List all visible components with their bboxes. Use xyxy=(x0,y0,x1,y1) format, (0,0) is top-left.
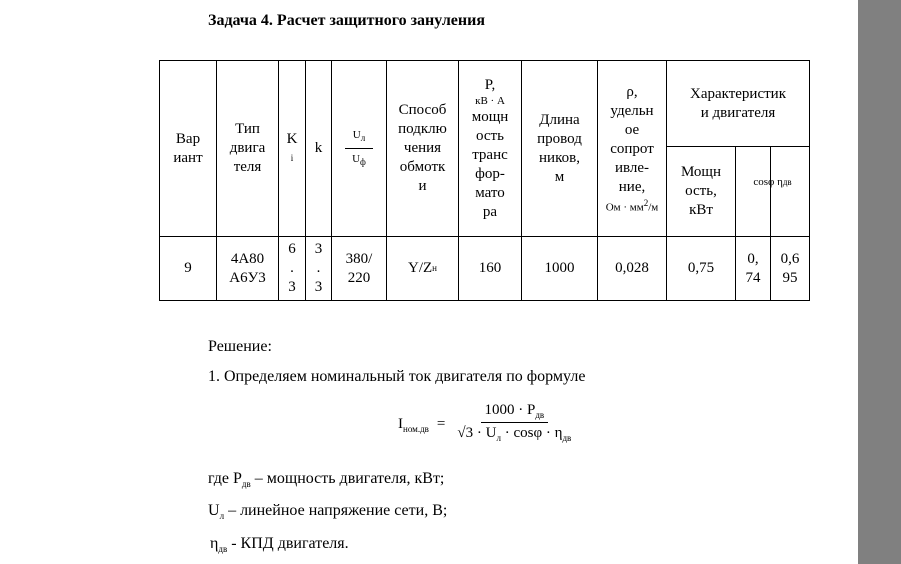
header-variant-line: иант xyxy=(173,149,203,166)
header-line: ра xyxy=(482,203,498,220)
formula-num-sub: дв xyxy=(535,410,545,420)
cell-resistivity xyxy=(598,237,666,300)
formula-num-text: 1000 · P xyxy=(484,402,536,418)
header-line: Способ xyxy=(398,102,447,118)
cell-text: 3 xyxy=(314,241,323,257)
def-sub: дв xyxy=(218,544,228,555)
header-uf-sub: ф xyxy=(360,156,366,167)
formula-den-text: · U xyxy=(473,425,497,441)
cell-variant xyxy=(160,237,216,300)
header-line: Тип xyxy=(235,121,260,137)
header-eta-sub: дв xyxy=(782,176,792,187)
cell-text: 6 xyxy=(288,241,296,257)
header-line: P, xyxy=(484,76,496,93)
header-wire-length xyxy=(522,61,597,236)
cell-motor-type xyxy=(217,237,278,300)
header-line: Длина xyxy=(539,111,580,128)
header-voltage-ratio xyxy=(332,61,386,236)
cell-text: 0,75 xyxy=(687,260,715,276)
cell-text: 9 xyxy=(184,260,192,276)
header-unit: Ом · мм xyxy=(605,201,644,214)
header-power xyxy=(459,61,521,236)
header-line: k xyxy=(314,140,323,156)
cell-text: 0,6 xyxy=(780,250,800,267)
definition-power xyxy=(208,470,444,489)
formula-lhs: I xyxy=(398,415,403,432)
header-line: ние, xyxy=(618,178,646,195)
header-eta: η xyxy=(777,175,783,188)
header-line: кВт xyxy=(689,202,713,218)
header-cos: cosφ xyxy=(753,175,775,188)
cell-text: 4А80 xyxy=(230,250,265,267)
def-text: – линейное напряжение сети, В; xyxy=(224,502,448,519)
def-text: – мощность двигателя, кВт; xyxy=(250,470,445,487)
header-line: теля xyxy=(233,159,262,175)
header-line: обмотк xyxy=(399,159,446,175)
definition-voltage xyxy=(208,502,447,521)
formula-denominator xyxy=(453,423,575,443)
cell-text: 74 xyxy=(745,269,761,286)
header-k xyxy=(306,61,331,236)
header-motor-power xyxy=(667,147,735,236)
header-ki xyxy=(279,61,305,236)
cell-text: Y/Z xyxy=(408,260,433,276)
header-line: транс xyxy=(472,146,508,163)
header-line: K xyxy=(286,130,298,147)
cell-cos xyxy=(736,237,770,300)
header-uf: U xyxy=(352,152,361,165)
header-motor-type xyxy=(217,61,278,236)
header-cos-eta xyxy=(736,147,809,217)
cell-text: 0,028 xyxy=(615,260,649,276)
def-text: U xyxy=(208,502,220,519)
header-line: и xyxy=(418,178,427,194)
definition-efficiency xyxy=(210,535,349,554)
page-title: Задача 4. Расчет защитного зануления xyxy=(208,12,485,29)
cell-text: 220 xyxy=(347,269,371,286)
header-line: мато xyxy=(475,184,505,201)
cell-text: 380/ xyxy=(345,250,373,267)
header-line: ивле- xyxy=(614,159,650,176)
header-line: ость xyxy=(476,127,504,144)
header-unit-sup: 2 xyxy=(643,197,649,208)
cell-text: 3 xyxy=(288,279,296,295)
header-variant-line: Вар xyxy=(175,130,201,147)
def-text: η xyxy=(210,535,219,552)
header-line: мощн xyxy=(471,108,509,125)
cell-ki xyxy=(279,237,305,300)
cell-motor-power xyxy=(667,237,735,300)
header-ul: U xyxy=(352,129,361,142)
formula-equals: = xyxy=(436,416,446,432)
formula-den-sub: л xyxy=(496,433,501,443)
cell-wire-length xyxy=(522,237,597,300)
cell-text: А6У3 xyxy=(229,269,266,286)
header-line: ое xyxy=(624,121,640,138)
cell-text: . xyxy=(290,260,294,276)
header-resistivity xyxy=(598,61,666,236)
header-line: и двигателя xyxy=(700,104,776,121)
cell-k xyxy=(306,237,331,300)
header-line: фор- xyxy=(475,165,505,182)
cell-text: 95 xyxy=(782,269,798,286)
cell-text: 1000 xyxy=(544,260,575,276)
cell-power xyxy=(459,237,521,300)
header-line: ость, xyxy=(685,183,717,199)
header-variant xyxy=(160,61,216,236)
header-line: Характеристик xyxy=(689,85,786,102)
header-line: Мощн xyxy=(680,164,722,180)
header-line: удельн xyxy=(610,102,654,119)
formula-den-text: · cosφ · η xyxy=(500,425,563,441)
cell-text: 3 xyxy=(314,279,323,295)
header-sub: i xyxy=(290,152,294,163)
formula-lhs-sub: ном.дв xyxy=(403,423,429,434)
header-unit-tail: /м xyxy=(648,201,659,214)
header-line: двига xyxy=(229,140,266,156)
header-line: м xyxy=(554,168,565,185)
header-line: кВ · А xyxy=(475,94,505,107)
cell-connection xyxy=(387,237,458,300)
cell-sub: н xyxy=(432,263,437,273)
header-line: провод xyxy=(537,130,582,147)
cell-eta xyxy=(771,237,809,300)
header-line: чения xyxy=(403,140,442,156)
cell-text: . xyxy=(316,260,321,276)
header-line: ρ, xyxy=(626,83,638,100)
solution-step-1: 1. Определяем номинальный ток двигателя по формуле xyxy=(208,368,586,385)
header-ul-sub: л xyxy=(360,133,366,144)
cell-voltage xyxy=(332,237,386,300)
header-motor-characteristics xyxy=(667,61,809,146)
cell-text: 160 xyxy=(478,260,502,276)
header-line: ников, xyxy=(539,149,580,166)
header-connection xyxy=(387,61,458,236)
solution-heading: Решение: xyxy=(208,338,272,355)
formula-den-sqrt: √3 xyxy=(457,425,474,441)
formula-nominal-current xyxy=(398,402,575,443)
header-line: сопрот xyxy=(610,140,654,157)
formula-numerator xyxy=(481,402,549,423)
def-sub: л xyxy=(219,511,225,522)
formula-den-sub: дв xyxy=(562,433,572,443)
formula-fraction xyxy=(453,402,575,443)
def-text: - КПД двигателя. xyxy=(227,535,349,552)
def-sub: дв xyxy=(241,479,251,490)
cell-text: 0, xyxy=(747,250,759,267)
header-line: подклю xyxy=(398,121,447,137)
def-text: где P xyxy=(208,470,242,487)
